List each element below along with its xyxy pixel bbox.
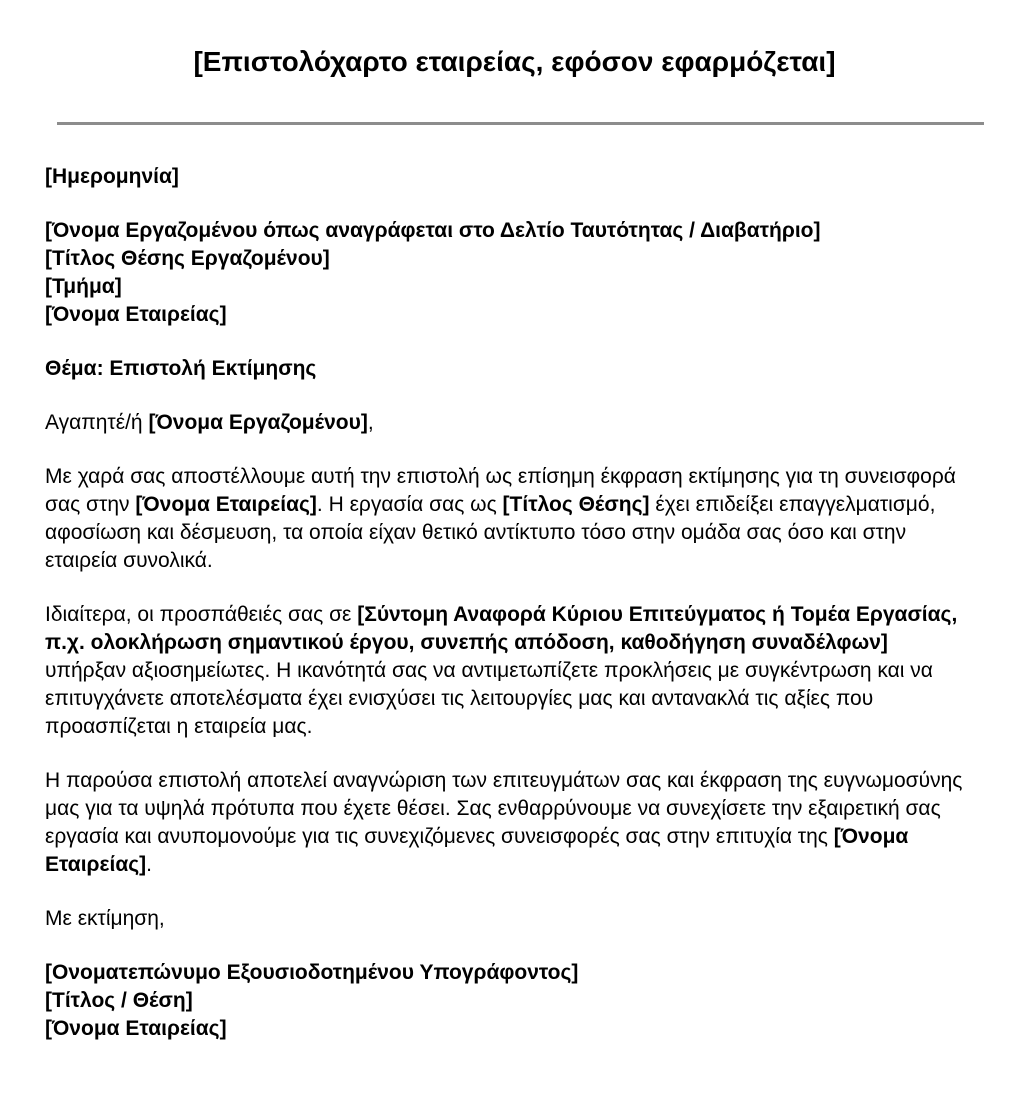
body-paragraph-1: Με χαρά σας αποστέλλουμε αυτή την επιστολή ως επίσημη έκφραση εκτίμησης για τη συνεισφορά σας στην [Όνομα Εταιρείας]. Η εργασία σας ως [Τίτλος Θέσης] έχει επιδείξει επαγγελματισμό, αφοσίωση και δέσμευση, τα οποία είχαν θετικό αντίκτυπο τόσο στην ομάδα σας όσο και στην εταιρεία συνολικά.	[45, 465, 956, 572]
salutation-line: Αγαπητέ/ή [Όνομα Εργαζομένου],	[45, 411, 374, 434]
subject-line: Θέμα: Επιστολή Εκτίμησης	[45, 357, 317, 380]
signer-company-line: [Όνομα Εταιρείας]	[45, 1017, 227, 1040]
signer-name-line: [Ονοματεπώνυμο Εξουσιοδοτημένου Υπογράφοντος]	[45, 961, 579, 984]
recipient-company-line: [Όνομα Εταιρείας]	[45, 303, 227, 326]
body-paragraph-2: Ιδιαίτερα, οι προσπάθειές σας σε [Σύντομη Αναφορά Κύριου Επιτεύγματος ή Τομέα Εργασίας, π.χ. ολοκλήρωση σημαντικού έργου, συνεπής απόδοση, καθοδήγηση συναδέλφων] υπήρξαν αξιοσημείωτες. Η ικανότητά σας να αντιμετωπίζετε προκλήσεις με συγκέντρωση και να επιτυγχάνετε αποτελέσματα έχει ενισχύσει τις λειτουργίες μας και αντανακλά τις αξίες που προασπίζεται η εταιρεία μας.	[45, 603, 958, 738]
closing-line: Με εκτίμηση,	[45, 907, 165, 930]
date-line: [Ημερομηνία]	[45, 165, 179, 188]
letterhead-placeholder: [Επιστολόχαρτο εταιρείας, εφόσον εφαρμόζεται]	[193, 46, 836, 77]
recipient-name-line: [Όνομα Εργαζομένου όπως αναγράφεται στο Δελτίο Ταυτότητας / Διαβατήριο]	[45, 219, 821, 242]
signature-block	[45, 959, 966, 1043]
body-paragraph-3: Η παρούσα επιστολή αποτελεί αναγνώριση των επιτευγμάτων σας και έκφραση της ευγνωμοσύνης μας για τα υψηλά πρότυπα που έχετε θέσει. Σας ενθαρρύνουμε να συνεχίσετε την εξαιρετική σας εργασία και ανυπομονούμε για τις συνεχιζόμενες συνεισφορές σας στην επιτυχία της [Όνομα Εταιρείας].	[45, 769, 963, 876]
signer-title-line: [Τίτλος / Θέση]	[45, 989, 193, 1012]
recipient-title-line: [Τίτλος Θέσης Εργαζομένου]	[45, 247, 330, 270]
horizontal-divider	[57, 122, 984, 125]
recipient-block	[45, 217, 966, 329]
recipient-department-line: [Τμήμα]	[45, 275, 122, 298]
